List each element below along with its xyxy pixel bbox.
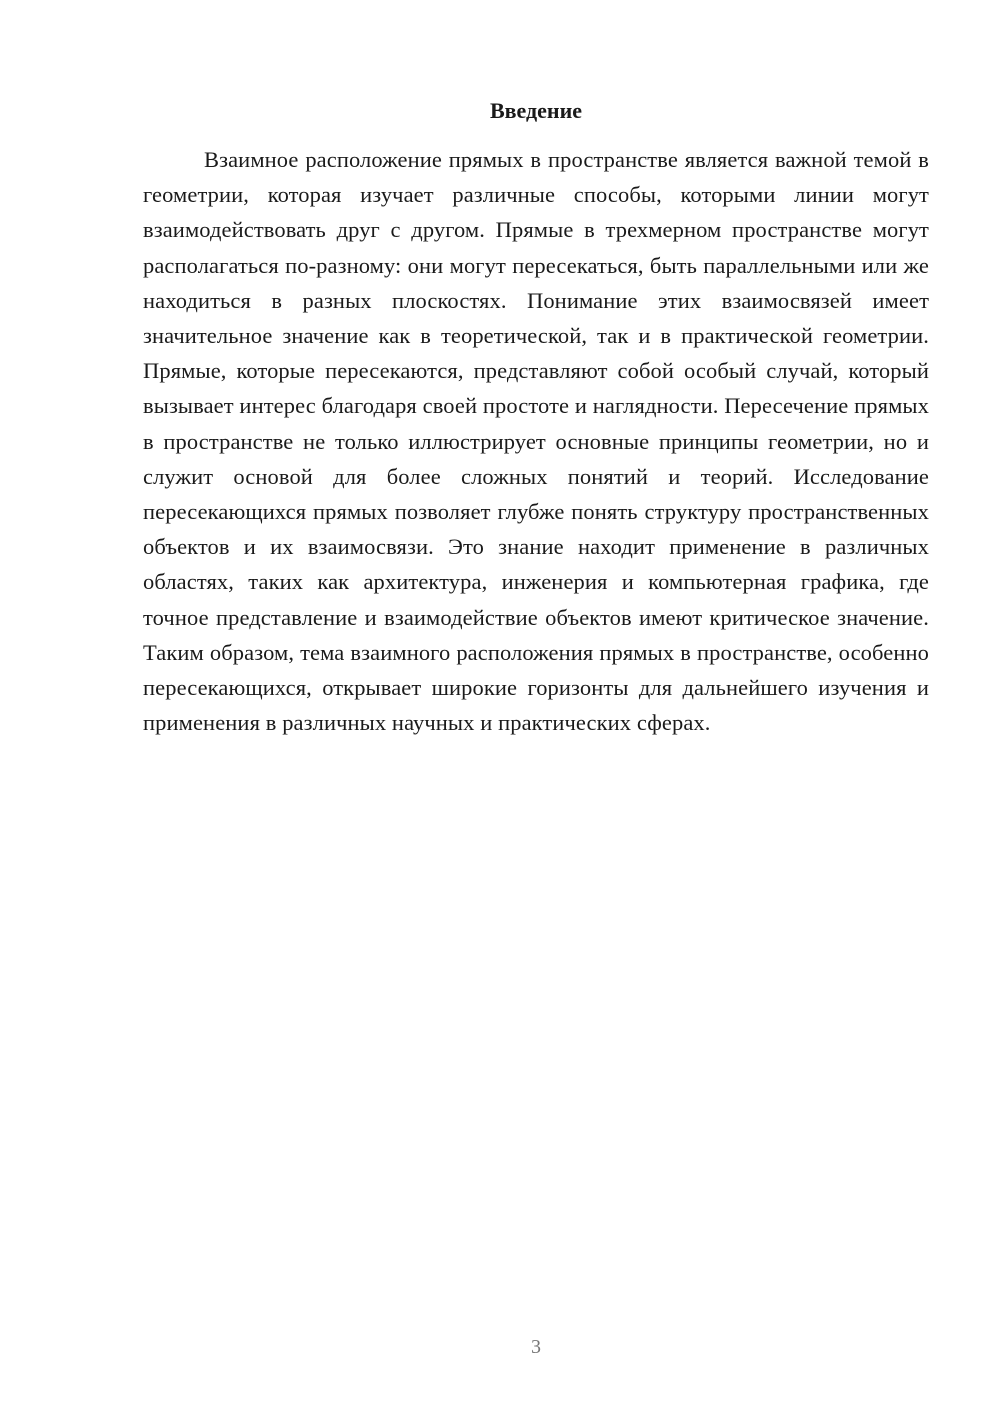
page-number: 3 (531, 1336, 541, 1358)
body-paragraph: Взаимное расположение прямых в пространстве является важной темой в геометрии, которая изучает различные способы, которыми линии могут взаимодействовать друг с другом. Прямые в трехмерном пространстве могут располагаться по-разному: они могут пересекаться, быть параллельными или же находиться в разных плоскостях. Понимание этих взаимосвязей имеет значительное значение как в теоретической, так и в практической геометрии. Прямые, которые пересекаются, представляют собой особый случай, который вызывает интерес благодаря своей простоте и наглядности. Пересечение прямых в пространстве не только иллюстрирует основные принципы геометрии, но и служит основой для более сложных понятий и теорий. Исследование пересекающихся прямых позволяет глубже понять структуру пространственных объектов и их взаимосвязи. Это знание находит применение в различных областях, таких как архитектура, инженерия и компьютерная графика, где точное представление и взаимодействие объектов имеют критическое значение. Таким образом, тема взаимного расположения прямых в пространстве, особенно пересекающихся, открывает широкие горизонты для дальнейшего изучения и применения в различных научных и практических сферах. (143, 147, 929, 736)
section-heading: Введение (489, 98, 583, 123)
